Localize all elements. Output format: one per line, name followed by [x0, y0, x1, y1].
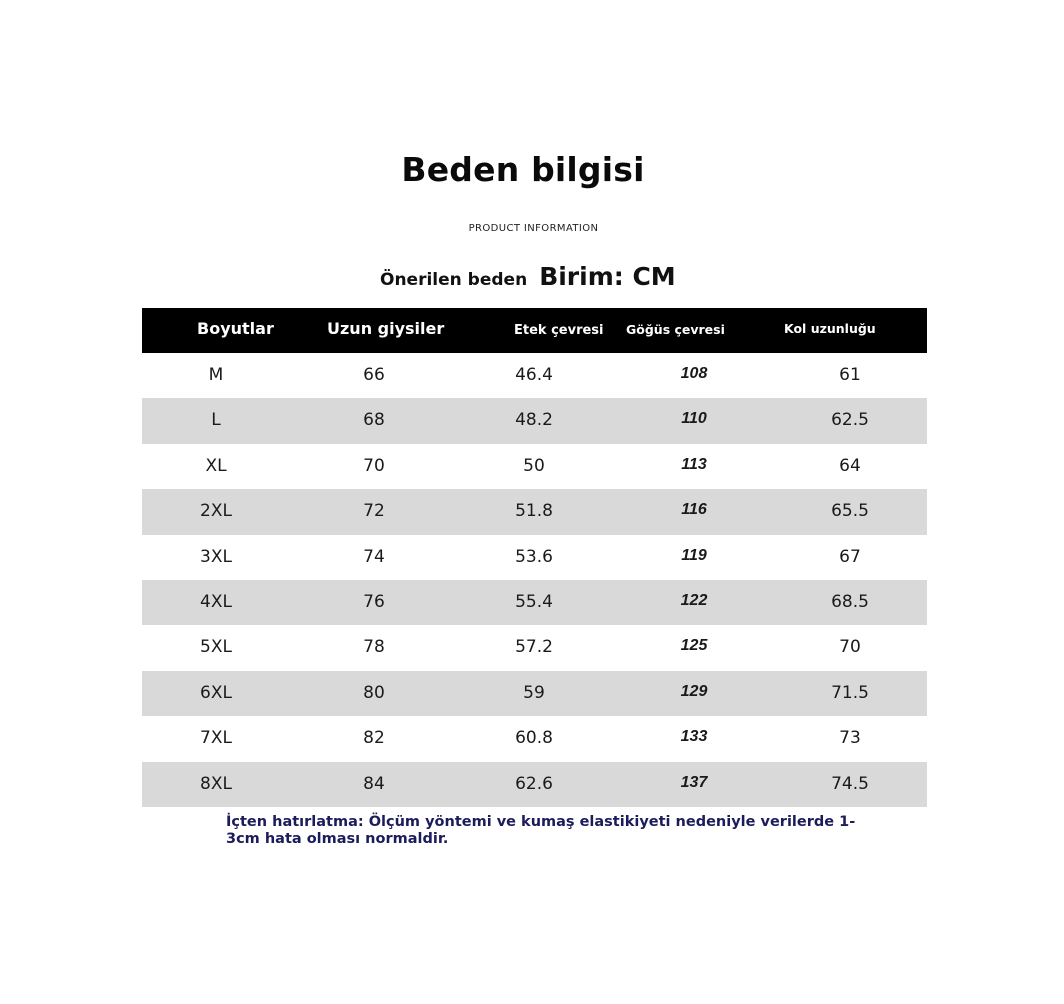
column-header-sleeve: Kol uzunluğu [784, 321, 876, 336]
cell-chest: 119 [681, 546, 707, 564]
cell-chest: 133 [680, 728, 708, 746]
cell-hem: 48.2 [515, 410, 553, 431]
unit-line [380, 262, 676, 291]
cell-size: 8XL [200, 773, 232, 794]
cell-length: 72 [363, 501, 385, 522]
cell-hem: 60.8 [515, 728, 553, 749]
column-header-size: Boyutlar [197, 319, 274, 338]
cell-chest: 108 [680, 365, 708, 382]
table-row [142, 671, 927, 716]
cell-length: 80 [363, 682, 385, 703]
cell-sleeve: 65.5 [831, 501, 869, 522]
cell-sleeve: 67 [839, 546, 861, 567]
column-header-length: Uzun giysiler [327, 319, 445, 338]
cell-sleeve: 73 [839, 728, 861, 749]
unit-label: Birim: CM [539, 262, 676, 291]
table-row [142, 444, 927, 489]
cell-size: L [211, 410, 221, 431]
table-header [142, 308, 927, 353]
cell-chest: 122 [680, 591, 708, 609]
cell-sleeve: 71.5 [831, 682, 869, 703]
cell-chest: 113 [681, 455, 707, 473]
size-table [142, 308, 927, 807]
table-row [142, 625, 927, 670]
cell-chest: 125 [680, 637, 708, 655]
cell-length: 78 [363, 637, 385, 658]
table-row [142, 353, 927, 398]
cell-hem: 51.8 [515, 501, 553, 522]
column-header-hem: Etek çevresi [514, 323, 604, 338]
cell-hem: 57.2 [515, 637, 553, 658]
table-row [142, 580, 927, 625]
cell-size: XL [205, 455, 227, 476]
cell-size: 3XL [200, 546, 232, 567]
recommended-size-label: Önerilen beden [380, 270, 528, 290]
cell-size: 5XL [200, 637, 232, 658]
cell-length: 68 [363, 410, 385, 431]
cell-sleeve: 61 [839, 365, 861, 385]
cell-size: M [208, 365, 224, 385]
table-row [142, 489, 927, 534]
cell-chest: 110 [681, 410, 707, 428]
table-row [142, 762, 927, 807]
table-row [142, 716, 927, 761]
cell-length: 82 [363, 728, 385, 749]
cell-chest: 129 [680, 682, 708, 700]
cell-length: 66 [363, 365, 385, 385]
cell-size: 6XL [200, 682, 232, 703]
cell-hem: 53.6 [515, 546, 553, 567]
cell-sleeve: 62.5 [831, 410, 869, 431]
page-title: Beden bilgisi [401, 150, 645, 189]
table-row [142, 535, 927, 580]
cell-sleeve: 70 [839, 637, 861, 658]
measurement-note: İçten hatırlatma: Ölçüm yöntemi ve kumaş elastikiyeti nedeniyle verilerde 1-3cm hata olması normaldir. [226, 814, 856, 847]
cell-hem: 55.4 [515, 591, 553, 612]
cell-sleeve: 68.5 [831, 591, 869, 612]
cell-size: 4XL [200, 591, 232, 612]
cell-sleeve: 74.5 [831, 773, 869, 794]
cell-chest: 137 [680, 773, 708, 791]
cell-hem: 59 [523, 682, 545, 703]
cell-length: 84 [363, 773, 385, 794]
cell-sleeve: 64 [839, 455, 861, 476]
cell-chest: 116 [681, 501, 707, 519]
cell-length: 74 [363, 546, 385, 567]
cell-hem: 46.4 [515, 365, 553, 385]
cell-length: 76 [363, 591, 385, 612]
cell-size: 7XL [200, 728, 232, 749]
table-row [142, 398, 927, 443]
column-header-chest: Göğüs çevresi [626, 322, 725, 337]
cell-size: 2XL [200, 501, 232, 522]
cell-length: 70 [363, 455, 385, 476]
cell-hem: 62.6 [515, 773, 553, 794]
page-subtitle: PRODUCT INFORMATION [468, 223, 599, 234]
cell-hem: 50 [523, 455, 545, 476]
